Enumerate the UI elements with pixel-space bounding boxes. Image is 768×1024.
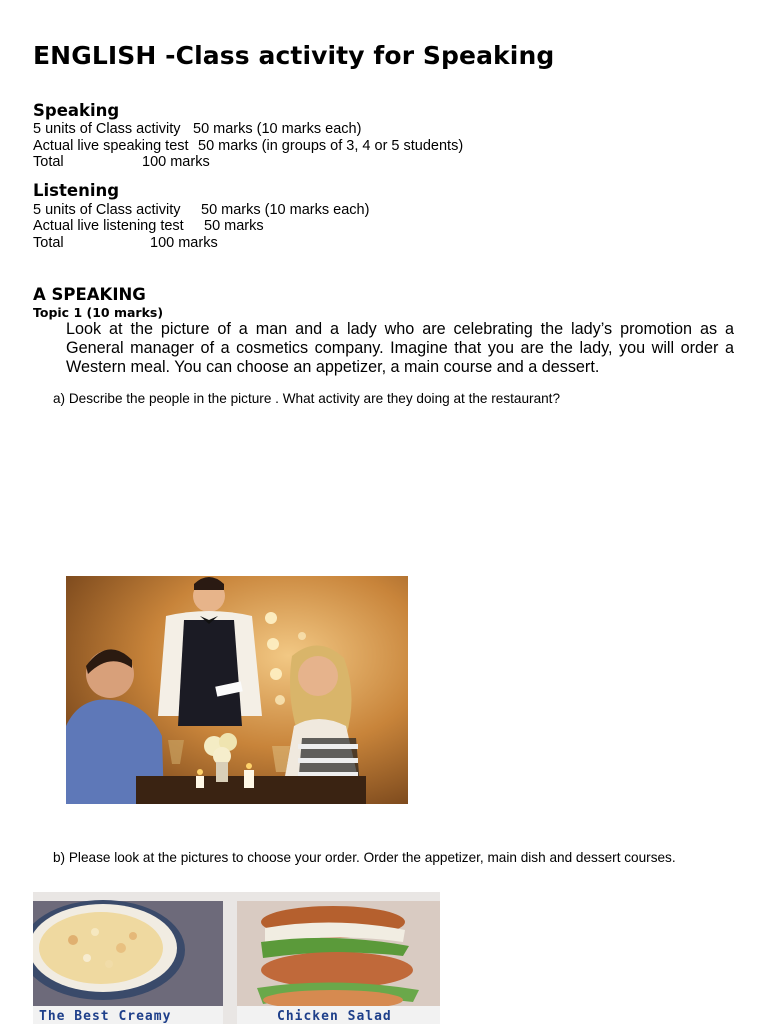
- row-label: Actual live speaking test: [33, 138, 189, 154]
- row-value: 100 marks: [142, 154, 210, 170]
- row-label: Actual live listening test: [33, 218, 184, 234]
- page-title: ENGLISH -Class activity for Speaking: [33, 41, 555, 70]
- speaking-row: [33, 121, 362, 138]
- speaking-row: [33, 138, 464, 155]
- row-value: 100 marks: [150, 235, 218, 251]
- row-label: 5 units of Class activity: [33, 202, 181, 218]
- row-value: 50 marks (in groups of 3, 4 or 5 students): [198, 138, 464, 154]
- listening-row: [33, 218, 264, 235]
- row-label: Total: [33, 154, 64, 170]
- question-b: b) Please look at the pictures to choose your order. Order the appetizer, main dish and dessert courses.: [53, 850, 676, 865]
- question-a: a) Describe the people in the picture . What activity are they doing at the restaurant?: [53, 391, 561, 406]
- listening-row: [33, 235, 218, 252]
- topic-label: Topic 1 (10 marks): [33, 305, 164, 320]
- row-value: 50 marks (10 marks each): [193, 121, 362, 137]
- row-label: Total: [33, 235, 64, 251]
- row-value: 50 marks: [204, 218, 264, 234]
- food-caption-left: The Best Creamy: [39, 1009, 172, 1024]
- section-heading: A SPEAKING: [33, 285, 146, 304]
- row-label: 5 units of Class activity: [33, 121, 181, 137]
- row-value: 50 marks (10 marks each): [201, 202, 370, 218]
- listening-row: [33, 202, 370, 219]
- food-caption-right: Chicken Salad: [277, 1009, 392, 1024]
- food-pictures: [33, 892, 440, 1024]
- listening-heading: Listening: [33, 181, 120, 200]
- restaurant-photo: [66, 576, 408, 804]
- speaking-heading: Speaking: [33, 101, 120, 120]
- topic-paragraph: Look at the picture of a man and a lady who are celebrating the lady’s promotion as a General manager of a cosmetics company. Imagine that you are the lady, you will order a Western meal. You can choose an appetizer, a main course and a dessert.: [66, 320, 734, 376]
- speaking-row: [33, 154, 210, 171]
